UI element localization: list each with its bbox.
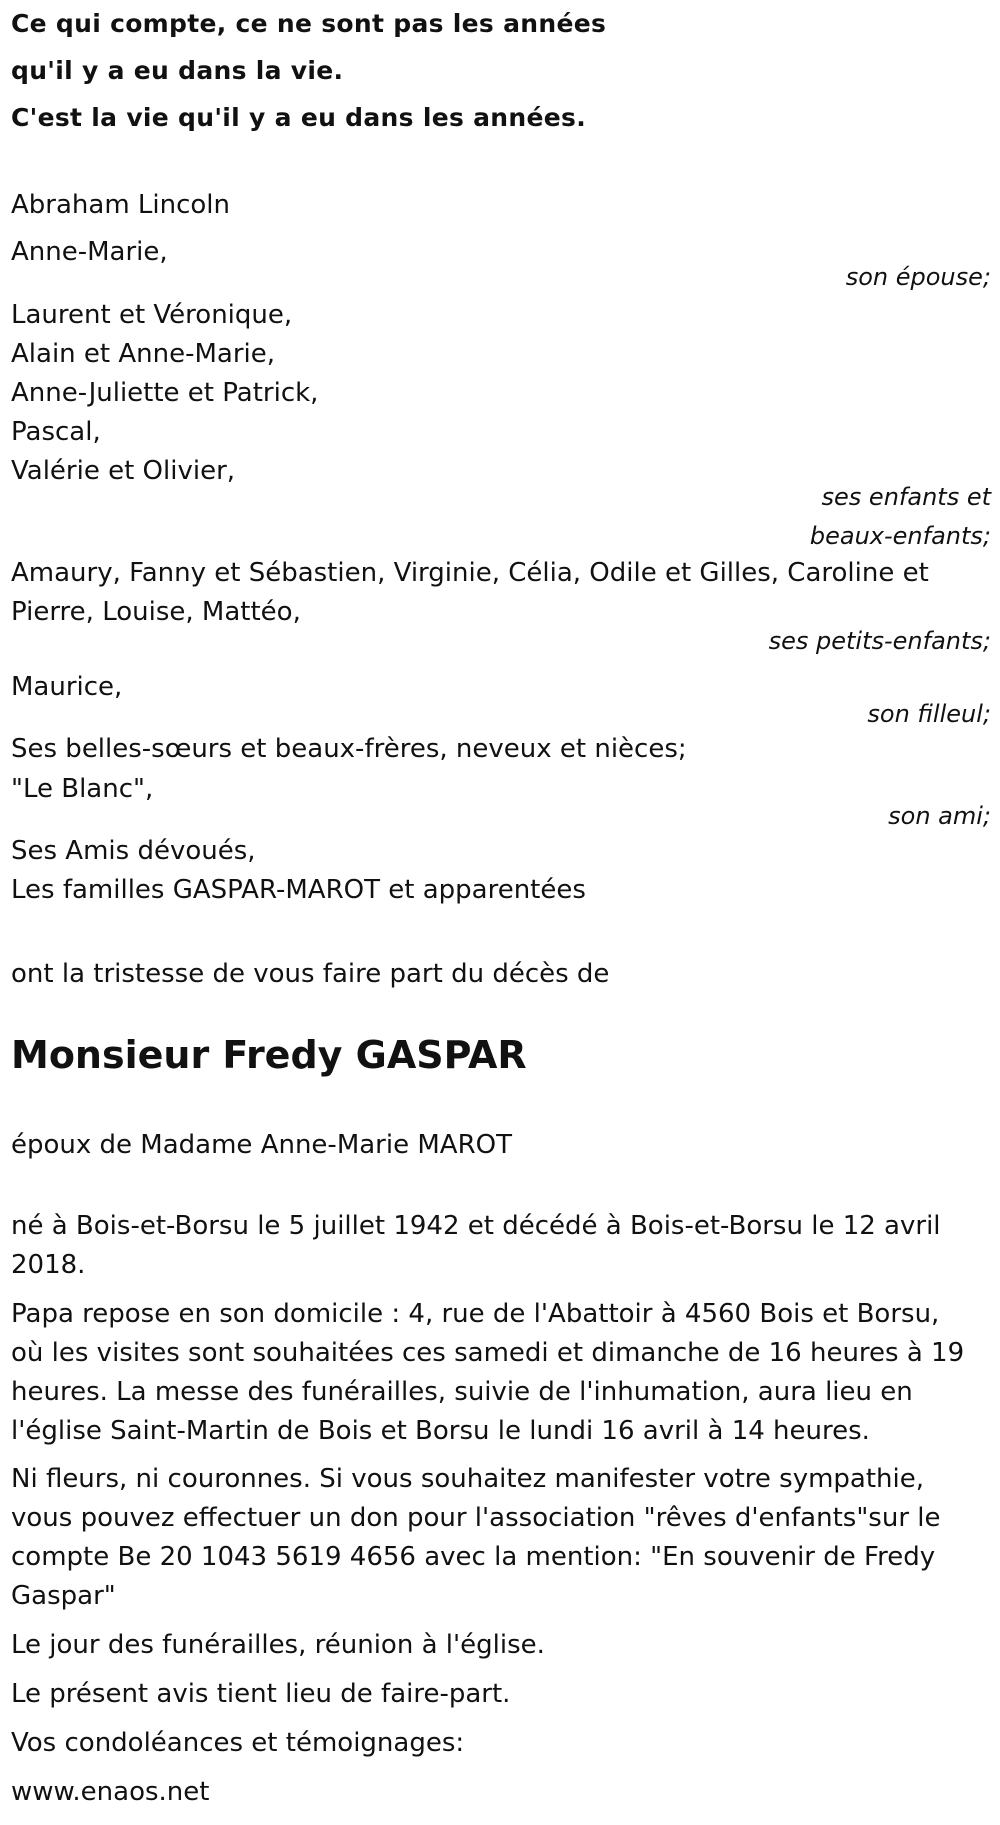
donation-line: vous pouvez effectuer un don pour l'association "rêves d'enfants"sur le [11, 1503, 941, 1533]
friend-role: son ami; [888, 802, 991, 830]
donation-paragraph [11, 1460, 991, 1616]
reunion-line: Le jour des funérailles, réunion à l'église. [11, 1630, 545, 1660]
spouse-name: Anne-Marie, [11, 237, 168, 267]
friend-entry [11, 770, 991, 840]
donation-line: compte Be 20 1043 5619 4656 avec la mention: "En souvenir de Fredy [11, 1542, 936, 1572]
visitation-line: Papa repose en son domicile : 4, rue de l'Abattoir à 4560 Bois et Borsu, [11, 1299, 940, 1329]
friends-families [11, 832, 991, 910]
friend-name: "Le Blanc", [11, 774, 154, 804]
grandchildren-entry [11, 554, 991, 674]
spouse-line: époux de Madame Anne-Marie MAROT [11, 1130, 512, 1160]
visitation-line: l'église Saint-Martin de Bois et Borsu le lundi 16 avril à 14 heures. [11, 1416, 870, 1446]
grandchildren-line: Amaury, Fanny et Sébastien, Virginie, Célia, Odile et Gilles, Caroline et [11, 558, 929, 588]
spouse-entry [11, 233, 991, 303]
child-line: Anne-Juliette et Patrick, [11, 378, 319, 408]
announcement-line: ont la tristesse de vous faire part du décès de [11, 959, 610, 989]
epigraph-quote [11, 0, 991, 141]
website-link[interactable]: www.enaos.net [11, 1777, 210, 1807]
birth-death-paragraph [11, 1207, 991, 1285]
child-line: Pascal, [11, 417, 101, 447]
deceased-name: Monsieur Fredy GASPAR [11, 1033, 527, 1077]
godson-name: Maurice, [11, 672, 123, 702]
godson-role: son filleul; [867, 700, 991, 728]
spouse-role: son épouse; [845, 263, 991, 291]
birth-death-line: 2018. [11, 1250, 86, 1280]
visitation-line: où les visites sont souhaitées ces samedi et dimanche de 16 heures à 19 [11, 1338, 965, 1368]
child-line: Valérie et Olivier, [11, 456, 236, 486]
children-role: ses enfants et [821, 483, 991, 511]
quote-author: Abraham Lincoln [11, 190, 231, 220]
children-role: beaux-enfants; [809, 522, 991, 550]
in-laws-line: Ses belles-sœurs et beaux-frères, neveux et nièces; [11, 734, 687, 764]
donation-line: Ni fleurs, ni couronnes. Si vous souhaitez manifester votre sympathie, [11, 1464, 925, 1494]
birth-death-line: né à Bois-et-Borsu le 5 juillet 1942 et décédé à Bois-et-Borsu le 12 avril [11, 1211, 941, 1241]
visitation-line: heures. La messe des funérailles, suivie de l'inhumation, aura lieu en [11, 1377, 913, 1407]
visitation-paragraph [11, 1295, 991, 1451]
notice-line: Le présent avis tient lieu de faire-part. [11, 1679, 511, 1709]
donation-line: Gaspar" [11, 1581, 116, 1611]
grandchildren-line: Pierre, Louise, Mattéo, [11, 597, 301, 627]
children-entry [11, 296, 991, 550]
condolences-label: Vos condoléances et témoignages: [11, 1728, 465, 1758]
grandchildren-role: ses petits-enfants; [768, 627, 991, 655]
friends-line: Ses Amis dévoués, [11, 836, 256, 866]
families-line: Les familles GASPAR-MAROT et apparentées [11, 875, 586, 905]
child-line: Alain et Anne-Marie, [11, 339, 276, 369]
quote-line: Ce qui compte, ce ne sont pas les années [11, 9, 607, 38]
child-line: Laurent et Véronique, [11, 300, 293, 330]
quote-line: qu'il y a eu dans la vie. [11, 56, 344, 85]
godson-entry [11, 668, 991, 738]
quote-line: C'est la vie qu'il y a eu dans les années. [11, 103, 586, 132]
